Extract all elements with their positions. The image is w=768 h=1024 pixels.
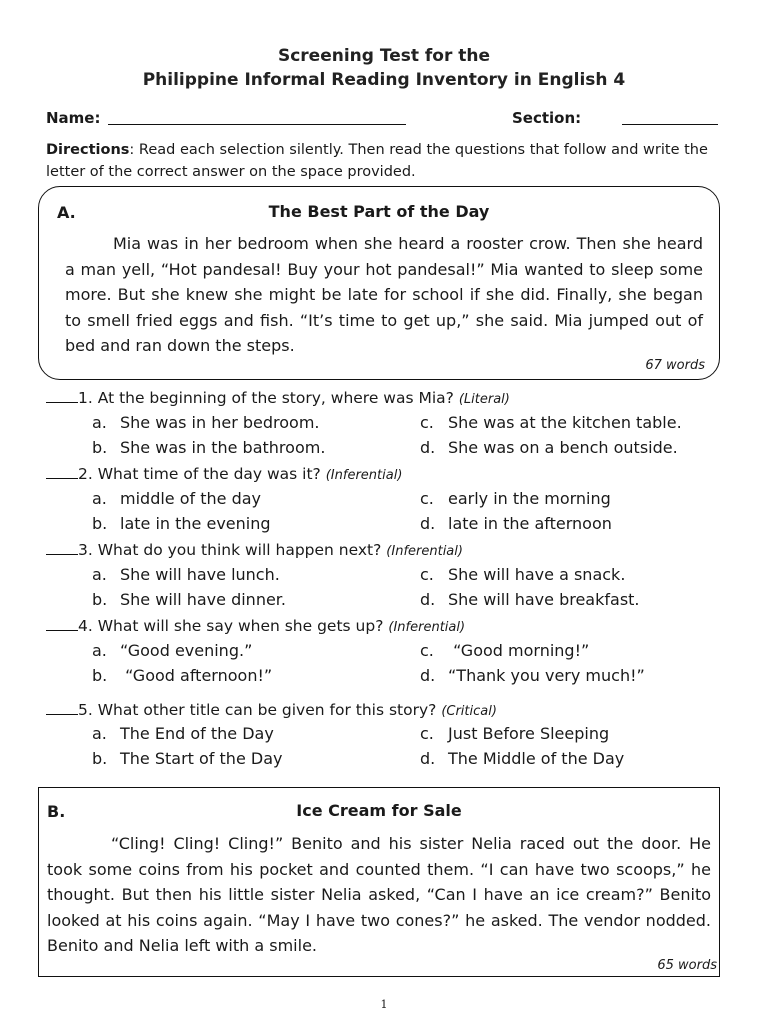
question-level: (Inferential) (325, 468, 403, 483)
answer-blank-5[interactable] (46, 700, 78, 715)
name-label: Name: (46, 109, 101, 127)
question-number: 1. (78, 389, 93, 407)
option-1a: a. She was in her bedroom. (92, 413, 320, 432)
section-b-title: Ice Cream for Sale (296, 801, 462, 820)
question-text: What time of the day was it? (97, 465, 321, 483)
option-1d: d. She was on a bench outside. (420, 438, 678, 457)
option-2b: b. late in the evening (92, 514, 271, 533)
option-5c: c. Just Before Sleeping (420, 724, 610, 743)
directions-label: Directions (46, 142, 130, 158)
question-text: What other title can be given for this story? (97, 701, 437, 719)
option-2a: a. middle of the day (92, 489, 261, 508)
option-3d: d. She will have breakfast. (420, 590, 640, 609)
directions (46, 139, 726, 183)
section-b-word-count: 65 words (657, 958, 717, 973)
question-level: (Inferential) (388, 620, 466, 635)
option-5a: a. The End of the Day (92, 724, 274, 743)
question-4: 4. What will she say when she gets up? (Inferential) (46, 616, 465, 635)
option-4a: a. “Good evening.” (92, 641, 253, 660)
option-3b: b. She will have dinner. (92, 590, 286, 609)
option-4d: d. “Thank you very much!” (420, 666, 645, 685)
name-field-line[interactable] (108, 124, 406, 125)
option-5b: b. The Start of the Day (92, 749, 283, 768)
question-1 (46, 388, 510, 407)
section-a-title: The Best Part of the Day (268, 202, 490, 221)
option-3a: a. She will have lunch. (92, 565, 280, 584)
question-text: What will she say when she gets up? (97, 617, 384, 635)
section-label: Section: (512, 109, 582, 127)
section-a-passage: Mia was in her bedroom when she heard a rooster crow. Then she heard a man yell, “Hot pandesal! Buy your hot pandesal!” Mia wanted to sleep some more. But she knew she might be late for school if she did. Finally, she began to smell fried eggs and fish. “It’s time to get up,” she said. Mia jumped out of bed and ran down the steps. (65, 234, 703, 355)
answer-blank-4[interactable] (46, 616, 78, 631)
directions-text: : Read each selection silently. Then read the questions that follow and write the letter of the correct answer on the space provided. (46, 142, 708, 180)
section-b-passage: “Cling! Cling! Cling!” Benito and his sister Nelia raced out the door. He took some coins from his pocket and counted them. “I can have two scoops,” he thought. But then his little sister Nelia asked, “Can I have an ice cream?” Benito looked at his coins again. “May I have two cones?” he asked. The vendor nodded. Benito and Nelia left with a smile. (47, 834, 711, 955)
question-5: 5. What other title can be given for this story? (Critical) (46, 700, 497, 719)
option-2d: d. late in the afternoon (420, 514, 612, 533)
question-3: 3. What do you think will happen next? (Inferential) (46, 540, 463, 559)
question-level: (Critical) (441, 704, 497, 719)
question-text: At the beginning of the story, where was Mia? (97, 389, 454, 407)
option-5d: d. The Middle of the Day (420, 749, 625, 768)
section-a-word-count: 67 words (645, 358, 705, 373)
page-title-line2: Philippine Informal Reading Inventory in English 4 (142, 70, 626, 90)
option-1c: c. She was at the kitchen table. (420, 413, 682, 432)
answer-blank-2[interactable] (46, 464, 78, 479)
option-1b: b. She was in the bathroom. (92, 438, 326, 457)
page-title-line1: Screening Test for the (277, 46, 491, 66)
section-b-letter: B. (47, 802, 66, 821)
option-4c: c. “Good morning!” (420, 641, 590, 660)
section-field-line[interactable] (622, 124, 718, 125)
question-text: What do you think will happen next? (97, 541, 382, 559)
option-2c: c. early in the morning (420, 489, 611, 508)
question-level: (Inferential) (386, 544, 463, 559)
option-3c: c. She will have a snack. (420, 565, 626, 584)
answer-blank-1[interactable] (46, 388, 78, 403)
passage-b-box (38, 787, 720, 977)
page-number: 1 (380, 998, 388, 1011)
option-4b: b. “Good afternoon!” (92, 666, 273, 685)
passage-a-box (38, 186, 720, 380)
question-level: (Literal) (458, 392, 510, 407)
section-a-letter: A. (57, 203, 76, 222)
answer-blank-3[interactable] (46, 540, 78, 555)
question-2: 2. What time of the day was it? (Inferential) (46, 464, 402, 483)
